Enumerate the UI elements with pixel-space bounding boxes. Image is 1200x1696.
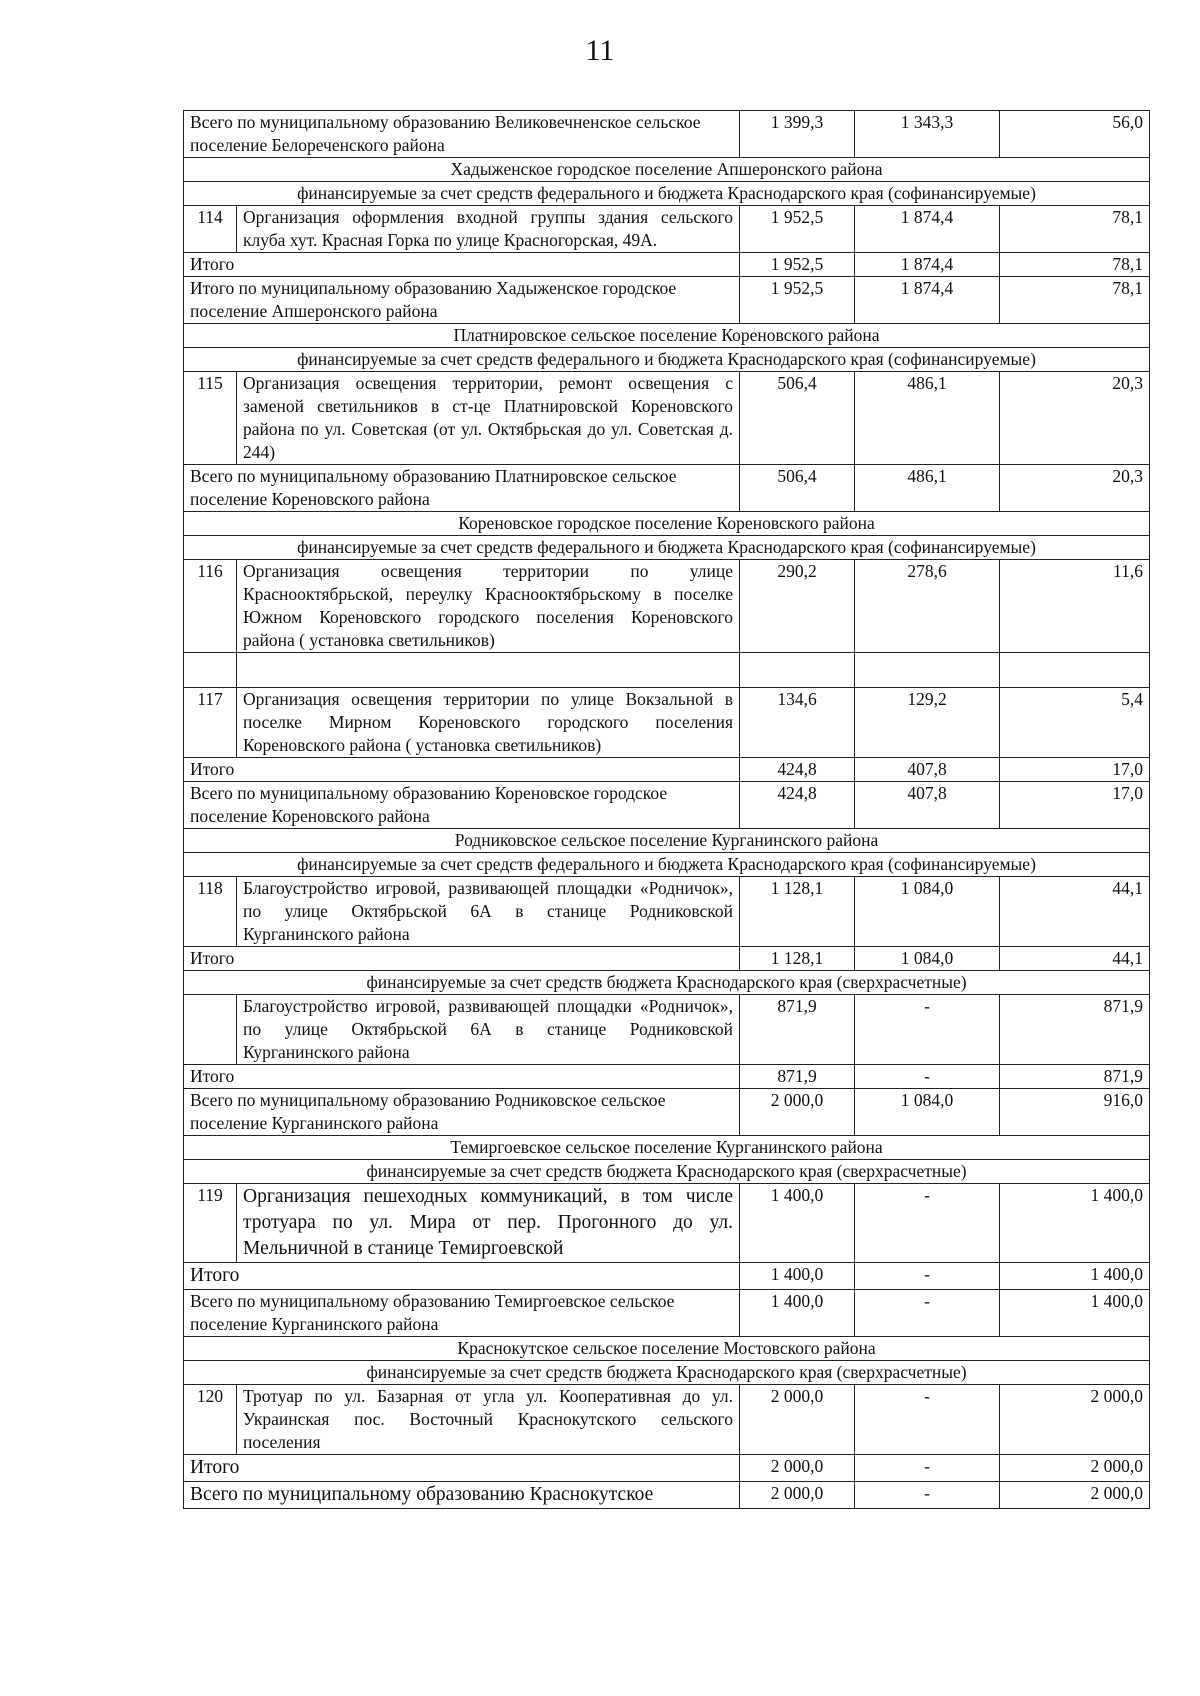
total-amount: 506,4 xyxy=(740,465,855,512)
municipality-heading-row xyxy=(184,512,1150,536)
municipality-heading: Хадыженское городское поселение Апшеронского района xyxy=(184,158,1150,182)
total-amount: 1 400,0 xyxy=(740,1263,855,1290)
local-amount: 1 400,0 xyxy=(1000,1290,1150,1337)
project-description: Организация освещения территории, ремонт освещения с заменой светильников в ст-це Платнировской Кореновского района по ул. Советская (от ул. Октябрьская до ул. Советская д. 244) xyxy=(237,372,740,465)
project-description: Организация освещения территории по улице Краснооктябрьской, переулку Краснооктябрьскому в поселке Южном Кореновского городского поселения Кореновского района ( установка светильников) xyxy=(237,560,740,653)
project-description: Благоустройство игровой, развивающей площадки «Родничок», по улице Октябрьской 6А в станице Родниковской Курганинского района xyxy=(237,995,740,1065)
regional-amount: 1 084,0 xyxy=(855,877,1000,947)
regional-amount: - xyxy=(855,1455,1000,1482)
regional-amount: 1 874,4 xyxy=(855,277,1000,324)
local-amount: 2 000,0 xyxy=(1000,1482,1150,1509)
row-number: 117 xyxy=(184,688,237,758)
funding-source-row xyxy=(184,536,1150,560)
funding-source-row xyxy=(184,971,1150,995)
regional-amount: - xyxy=(855,1065,1000,1089)
subtotal-label: Итого xyxy=(184,253,740,277)
project-row xyxy=(184,877,1150,947)
municipality-heading-row xyxy=(184,1337,1150,1361)
regional-amount: - xyxy=(855,995,1000,1065)
municipal-total-row xyxy=(184,111,1150,158)
total-amount: 2 000,0 xyxy=(740,1385,855,1455)
local-amount: 17,0 xyxy=(1000,758,1150,782)
local-amount: 17,0 xyxy=(1000,782,1150,829)
total-amount: 506,4 xyxy=(740,372,855,465)
regional-amount: - xyxy=(855,1263,1000,1290)
total-amount: 2 000,0 xyxy=(740,1089,855,1136)
funding-source-row xyxy=(184,348,1150,372)
page-number: 11 xyxy=(585,34,615,67)
municipality-heading-row xyxy=(184,829,1150,853)
total-amount: 871,9 xyxy=(740,995,855,1065)
funding-source-label: финансируемые за счет средств бюджета Краснодарского края (сверхрасчетные) xyxy=(184,1361,1150,1385)
regional-amount: 1 874,4 xyxy=(855,253,1000,277)
budget-table xyxy=(183,110,1150,1509)
funding-source-row xyxy=(184,853,1150,877)
funding-source-row xyxy=(184,1361,1150,1385)
subtotal-row xyxy=(184,758,1150,782)
funding-source-label: финансируемые за счет средств федерального и бюджета Краснодарского края (софинансируемые) xyxy=(184,182,1150,206)
row-number xyxy=(184,995,237,1065)
local-amount: 44,1 xyxy=(1000,947,1150,971)
total-amount: 1 400,0 xyxy=(740,1290,855,1337)
local-amount: 1 400,0 xyxy=(1000,1184,1150,1263)
total-amount: 290,2 xyxy=(740,560,855,653)
total-amount: 1 400,0 xyxy=(740,1184,855,1263)
local-amount: 78,1 xyxy=(1000,253,1150,277)
regional-amount: - xyxy=(855,1482,1000,1509)
local-amount: 5,4 xyxy=(1000,688,1150,758)
municipality-heading: Темиргоевское сельское поселение Курганинского района xyxy=(184,1136,1150,1160)
funding-source-label: финансируемые за счет средств бюджета Краснодарского края (сверхрасчетные) xyxy=(184,971,1150,995)
municipality-heading: Платнировское сельское поселение Кореновского района xyxy=(184,324,1150,348)
project-description: Организация пешеходных коммуникаций, в том числе тротуара по ул. Мира от пер. Прогонного до ул. Мельничной в станице Темиргоевской xyxy=(237,1184,740,1263)
municipality-heading: Краснокутское сельское поселение Мостовского района xyxy=(184,1337,1150,1361)
local-amount: 11,6 xyxy=(1000,560,1150,653)
subtotal-label: Итого xyxy=(184,1065,740,1089)
project-description: Организация освещения территории по улице Вокзальной в поселке Мирном Кореновского городского поселения Кореновского района ( установка светильников) xyxy=(237,688,740,758)
row-number: 118 xyxy=(184,877,237,947)
funding-source-label: финансируемые за счет средств федерального и бюджета Краснодарского края (софинансируемые) xyxy=(184,348,1150,372)
regional-amount: 1 874,4 xyxy=(855,206,1000,253)
row-number: 115 xyxy=(184,372,237,465)
regional-amount: 1 084,0 xyxy=(855,947,1000,971)
local-amount: 56,0 xyxy=(1000,111,1150,158)
total-label: Всего по муниципальному образованию Платнировское сельское поселение Кореновского района xyxy=(184,465,740,512)
project-row xyxy=(184,372,1150,465)
municipality-heading-row xyxy=(184,1136,1150,1160)
funding-source-row xyxy=(184,182,1150,206)
subtotal-label: Итого xyxy=(184,947,740,971)
municipal-total-row xyxy=(184,1089,1150,1136)
regional-amount: - xyxy=(855,1290,1000,1337)
funding-source-label: финансируемые за счет средств бюджета Краснодарского края (сверхрасчетные) xyxy=(184,1160,1150,1184)
municipality-heading-row xyxy=(184,158,1150,182)
regional-amount: - xyxy=(855,1184,1000,1263)
project-description: Тротуар по ул. Базарная от угла ул. Кооперативная до ул. Украинская пос. Восточный Краснокутского сельского поселения xyxy=(237,1385,740,1455)
row-number: 116 xyxy=(184,560,237,653)
total-label: Всего по муниципальному образованию Родниковское сельское поселение Курганинского района xyxy=(184,1089,740,1136)
total-label: Итого по муниципальному образованию Хадыженское городское поселение Апшеронского района xyxy=(184,277,740,324)
total-label: Всего по муниципальному образованию Великовечненское сельское поселение Белореченского района xyxy=(184,111,740,158)
local-amount: 20,3 xyxy=(1000,465,1150,512)
municipality-heading: Кореновское городское поселение Кореновского района xyxy=(184,512,1150,536)
total-amount: 2 000,0 xyxy=(740,1455,855,1482)
subtotal-row xyxy=(184,947,1150,971)
regional-amount: 407,8 xyxy=(855,782,1000,829)
subtotal-row xyxy=(184,1065,1150,1089)
municipal-total-row xyxy=(184,782,1150,829)
subtotal-label: Итого xyxy=(184,1263,740,1290)
subtotal-row xyxy=(184,1455,1150,1482)
total-amount: 424,8 xyxy=(740,758,855,782)
local-amount: 916,0 xyxy=(1000,1089,1150,1136)
total-amount: 424,8 xyxy=(740,782,855,829)
local-amount: 78,1 xyxy=(1000,277,1150,324)
total-amount: 1 128,1 xyxy=(740,877,855,947)
project-row xyxy=(184,560,1150,653)
local-amount: 20,3 xyxy=(1000,372,1150,465)
project-row xyxy=(184,1184,1150,1263)
regional-amount: 129,2 xyxy=(855,688,1000,758)
municipal-total-row xyxy=(184,1482,1150,1509)
project-description: Организация оформления входной группы здания сельского клуба хут. Красная Горка по улице Красногорская, 49А. xyxy=(237,206,740,253)
project-row xyxy=(184,206,1150,253)
total-label: Всего по муниципальному образованию Краснокутское xyxy=(184,1482,740,1509)
spacer-row xyxy=(184,653,1150,688)
regional-amount: 1 343,3 xyxy=(855,111,1000,158)
project-row xyxy=(184,1385,1150,1455)
total-amount: 134,6 xyxy=(740,688,855,758)
municipal-total-row xyxy=(184,277,1150,324)
subtotal-row xyxy=(184,253,1150,277)
municipal-total-row xyxy=(184,1290,1150,1337)
regional-amount: 486,1 xyxy=(855,372,1000,465)
municipality-heading: Родниковское сельское поселение Курганинского района xyxy=(184,829,1150,853)
local-amount: 78,1 xyxy=(1000,206,1150,253)
municipal-total-row xyxy=(184,465,1150,512)
funding-source-row xyxy=(184,1160,1150,1184)
regional-amount: 1 084,0 xyxy=(855,1089,1000,1136)
total-amount: 2 000,0 xyxy=(740,1482,855,1509)
funding-source-label: финансируемые за счет средств федерального и бюджета Краснодарского края (софинансируемые) xyxy=(184,536,1150,560)
total-amount: 1 952,5 xyxy=(740,206,855,253)
project-description: Благоустройство игровой, развивающей площадки «Родничок», по улице Октябрьской 6А в станице Родниковской Курганинского района xyxy=(237,877,740,947)
row-number: 119 xyxy=(184,1184,237,1263)
local-amount: 1 400,0 xyxy=(1000,1263,1150,1290)
total-amount: 871,9 xyxy=(740,1065,855,1089)
regional-amount: - xyxy=(855,1385,1000,1455)
local-amount: 871,9 xyxy=(1000,1065,1150,1089)
local-amount: 2 000,0 xyxy=(1000,1385,1150,1455)
funding-source-label: финансируемые за счет средств федерального и бюджета Краснодарского края (софинансируемые) xyxy=(184,853,1150,877)
total-amount: 1 952,5 xyxy=(740,253,855,277)
subtotal-row xyxy=(184,1263,1150,1290)
local-amount: 871,9 xyxy=(1000,995,1150,1065)
project-row xyxy=(184,995,1150,1065)
row-number: 120 xyxy=(184,1385,237,1455)
total-amount: 1 128,1 xyxy=(740,947,855,971)
regional-amount: 486,1 xyxy=(855,465,1000,512)
total-label: Всего по муниципальному образованию Темиргоевское сельское поселение Курганинского района xyxy=(184,1290,740,1337)
subtotal-label: Итого xyxy=(184,1455,740,1482)
project-row xyxy=(184,688,1150,758)
municipality-heading-row xyxy=(184,324,1150,348)
total-label: Всего по муниципальному образованию Кореновское городское поселение Кореновского района xyxy=(184,782,740,829)
regional-amount: 278,6 xyxy=(855,560,1000,653)
regional-amount: 407,8 xyxy=(855,758,1000,782)
subtotal-label: Итого xyxy=(184,758,740,782)
total-amount: 1 952,5 xyxy=(740,277,855,324)
total-amount: 1 399,3 xyxy=(740,111,855,158)
local-amount: 44,1 xyxy=(1000,877,1150,947)
row-number: 114 xyxy=(184,206,237,253)
local-amount: 2 000,0 xyxy=(1000,1455,1150,1482)
